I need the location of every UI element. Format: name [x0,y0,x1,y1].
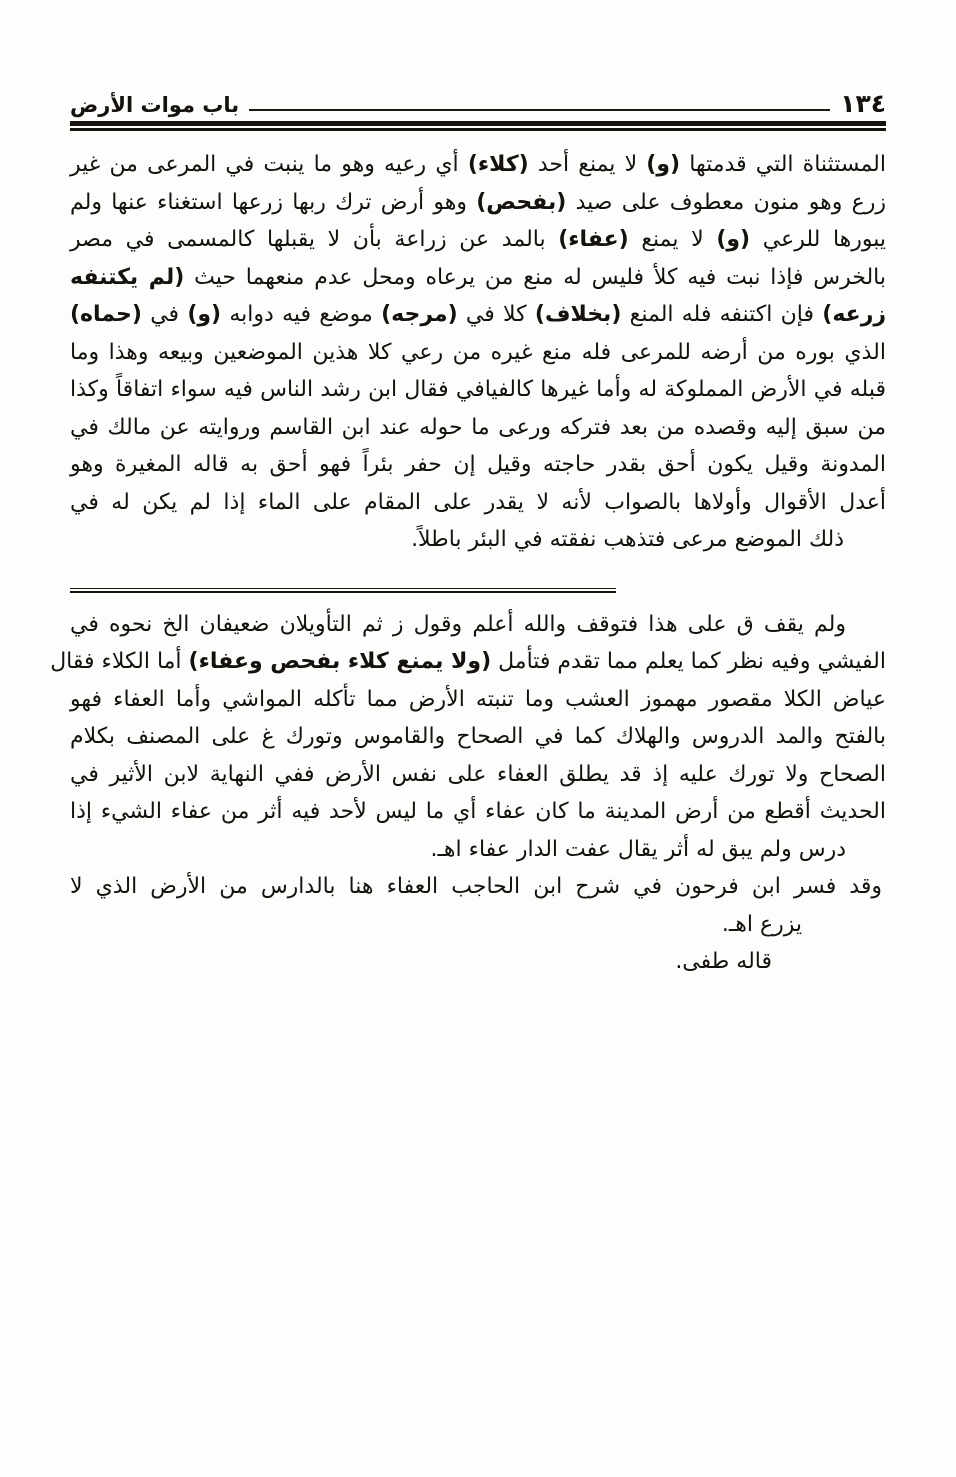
text-line [70,718,886,756]
body-text: زرع وهو منون معطوف على صيد [566,189,887,215]
body-text: الحديث أقطع من أرض المدينة ما كان عفاء أي ما ليس لأحد فيه أثر من عفاء الشيء إذا [70,799,886,824]
body-text: أعدل الأقوال وأولاها بالصواب لأنه لا يقدر على المقام على الماء إذا لم يكن له في [70,489,886,515]
text-line [70,221,886,259]
matn-bold-text: (كلاء) [467,152,529,177]
text-line [70,831,886,869]
text-line [70,906,886,944]
text-line [70,793,886,831]
page-number: ١٣٤ [840,89,886,118]
text-line [70,868,886,906]
page-header [70,84,886,120]
body-text: أي رعيه وهو ما ينبت في المرعى من غير [70,152,468,177]
rule-bar-thick [70,121,886,126]
text-line [70,409,886,447]
body-text: الصحاح ولا تورك عليه إذ قد يطلق العفاء على نفس الأرض ففي النهاية لابن الأثير في [70,761,886,787]
matn-bold-text: (حماه) [70,302,142,327]
header-rule [249,109,830,111]
matn-bold-text: (بخلاف) [534,302,622,327]
commentary-paragraph-2 [70,868,886,943]
matn-bold-text: (عفاء) [558,227,629,252]
body-text: قبله في الأرض المملوكة له وأما غيرها كالفيافي فقال ابن رشد الناس فيه سواء اتفاقاً وكذا [70,377,886,402]
text-line [70,484,886,522]
body-text: بالمد عن زراعة بأن لا يقبلها كالمسمى في مصر [70,227,559,252]
body-text: يبورها للرعي [750,227,886,252]
matn-bold-text: (مرجه) [381,302,458,327]
text-line [70,446,886,484]
matn-bold-text: (و) [716,227,751,252]
rule-bar-thin [70,128,886,131]
attribution-line: قاله طفى. [675,949,772,974]
body-text: يزرع اهـ. [721,911,802,937]
text-column [50,146,887,981]
header-double-rule [70,121,886,131]
text-line [70,259,886,297]
body-text: وقد فسر ابن فرحون في شرح ابن الحاجب العفاء هنا بالدارس من الأرض الذي لا [70,874,882,899]
body-text: ذلك الموضع مرعى فتذهب نفقته في البئر باطلاً. [411,527,844,552]
body-text: كلا في [457,302,535,327]
text-line [70,184,886,222]
body-text: في [141,302,188,327]
body-text: درس ولم يبق له أثر يقال عفت الدار عفاء اهـ. [430,836,846,862]
body-text: من سبق إليه وقصده من بعد فتركه ورعى ما حوله عند ابن القاسم وروايته عن مالك في [70,414,886,440]
body-text: المستثناة التي قدمتها [680,152,886,177]
body-text: عياض الكلا مقصور مهموز العشب وما تنبته الأرض مما تأكله المواشي وأما العفاء فهو [70,686,886,712]
matn-bold-text: (و) [646,152,681,177]
separator-line-thick [70,591,616,593]
body-text: ولم يقف ق على هذا فتوقف والله أعلم وقول ز ثم التأويلان ضعيفان الخ نحوه في [70,611,846,637]
footnote-separator [70,588,616,593]
body-text: أما الكلاء فقال [50,649,189,674]
commentary-paragraph-1 [50,606,886,869]
matn-bold-text: (بفحص) [476,189,567,215]
body-text: موضع فيه دوابه [221,302,382,327]
text-line [70,606,886,644]
text-line [70,296,886,334]
text-line [50,643,886,681]
text-line [70,756,886,794]
body-text: وهو أرض ترك ربها زرعها استغناء عنها ولم [70,189,477,215]
body-text: بالخرس فإذا نبت فيه كلأ فليس له منع من يرعاه ومحل عدم منعهما حيث [184,264,886,290]
separator-line-thin [70,588,616,589]
matn-bold-text: (و) [187,302,222,327]
text-line [70,146,886,184]
text-line [70,521,886,559]
body-text: الفيشي وفيه نظر كما يعلم مما تقدم فتأمل [491,649,886,674]
body-text: لا يمنع أحد [528,152,647,177]
matn-bold-text: (ولا يمنع كلاء بفحص وعفاء) [188,649,492,674]
matn-bold-text: (لم يكتنفه [70,264,185,290]
text-line [70,371,886,409]
main-text-block [70,146,886,559]
body-text: بالفتح والمد الدروس والهلاك كما في الصحاح والقاموس وتورك غ على المصنف بكلام [70,724,886,749]
matn-bold-text: زرعه) [822,302,887,327]
chapter-title: باب موات الأرض [70,93,240,117]
body-text: لا يمنع [628,227,717,252]
body-text: فإن اكتنفه فله المنع [621,302,823,327]
body-text: المدونة وقيل يكون أحق بقدر حاجته وقيل إن حفر بئراً فهو أحق به قاله المغيرة وهو [70,452,886,477]
text-line [70,334,886,372]
text-line [70,681,886,719]
body-text: الذي بوره من أرضه للمرعى فله منع غيره من رعي كلا هذين الموضعين وبيعه وهذا وما [70,339,886,365]
